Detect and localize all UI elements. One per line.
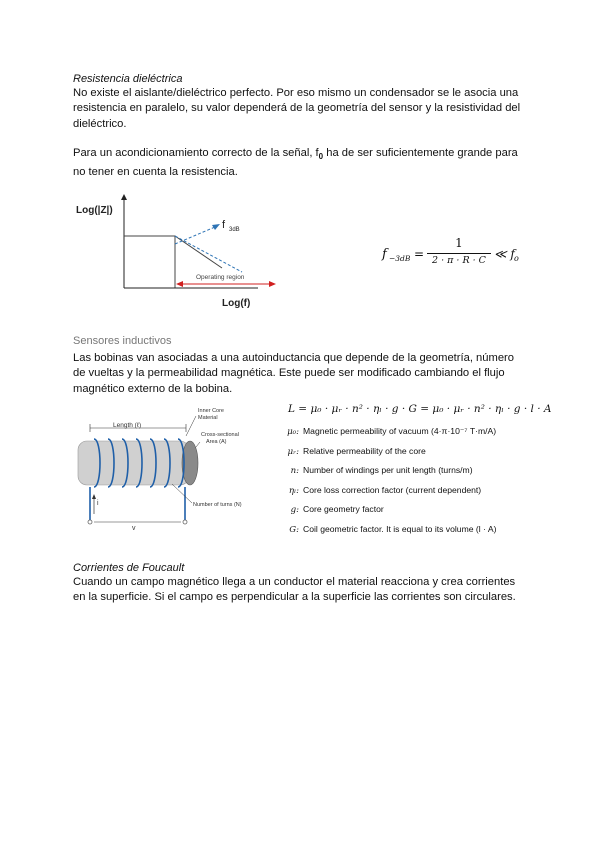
definition-text: Number of windings per unit length (turns/m) — [303, 465, 473, 475]
definition-text: Relative permeability of the core — [303, 445, 426, 456]
formula1-rhs: ≪ f — [494, 247, 515, 261]
definition-row — [285, 524, 535, 544]
definition-row — [285, 504, 535, 524]
para2-text-before: Para un acondicionamiento correcto de la señal, f — [73, 147, 319, 159]
bode-f-label: f — [222, 219, 226, 231]
bode-impedance-curve — [124, 236, 222, 268]
inductance-definitions — [285, 426, 535, 543]
paragraph-foucault: Cuando un campo magnético llega a un conductor el material reacciona y crea corrientes en la superficie. Si el campo es perpendicular a la superficie las corrientes son circulares. — [73, 576, 516, 604]
definition-symbol: g: — [290, 505, 299, 515]
bode-ylabel: Log(|Z|) — [76, 205, 113, 216]
coil-area-label-1: Cross-sectional — [201, 432, 239, 438]
coil-current-label: i — [97, 500, 99, 507]
formula1-lhs-sub: −3dB — [389, 254, 411, 263]
bode-region-arrowhead-left — [176, 281, 183, 287]
definition-text: Core geometry factor — [303, 504, 384, 514]
coil-turns-label: Number of turns (N) — [193, 502, 242, 508]
bode-region-arrowhead-right — [269, 281, 276, 287]
coil-current-arrowhead — [92, 494, 96, 499]
bode-diagram — [72, 192, 287, 314]
coil-core-body — [78, 441, 189, 485]
section-heading-dielectric: Resistencia dieléctrica — [73, 73, 183, 85]
bode-region-label: Operating region — [196, 274, 245, 281]
definition-symbol: G: — [289, 524, 299, 535]
paragraph-dielectric: No existe el aislante/dieléctrico perfecto. Por eso mismo un condensador se le asocia una resistencia en paralelo, su valor dependerá de la geometría del sensor y la resistividad del dieléctrico. — [73, 87, 521, 130]
para2-text-after: ha de ser suficientemente grande para no tener en cuenta la resistencia. — [73, 147, 518, 178]
bode-dash-arrow — [212, 224, 220, 230]
formula1-rhs-sub: o — [514, 254, 519, 263]
definition-text: Coil geometric factor. It is equal to its volume (l · A) — [303, 523, 497, 534]
definition-symbol: n: — [290, 466, 299, 476]
coil-core-label-2: Material — [198, 415, 218, 421]
bode-f-sub: 3dB — [229, 227, 240, 233]
coil-diagram — [72, 402, 267, 534]
bode-y-arrow — [121, 194, 127, 200]
coil-turns-pointer — [172, 484, 192, 503]
section-heading-inductive: Sensores inductivos — [73, 335, 172, 347]
paragraph-conditioning — [73, 146, 528, 180]
definition-row — [285, 465, 535, 485]
bode-xlabel: Log(f) — [222, 298, 251, 309]
definition-symbol: ηₗ: — [288, 485, 299, 496]
definition-text: Core loss correction factor (current dependent) — [303, 484, 482, 495]
section-heading-foucault: Corrientes de Foucault — [73, 562, 185, 574]
formula1-lhs: f — [382, 247, 387, 262]
inductance-equation: L = μ₀ · μᵣ · n² · ηₗ · g · G = μ₀ · μᵣ · n² · ηₗ · g · l · A — [288, 403, 552, 415]
definition-symbol: μᵣ: — [287, 446, 299, 457]
formula1-equals: = — [414, 247, 425, 261]
formula1-fraction-bar — [427, 253, 491, 254]
coil-terminal-right — [183, 520, 187, 524]
definition-row — [285, 426, 535, 446]
formula1-numerator: 1 — [455, 236, 463, 250]
coil-length-label: Length (ℓ) — [113, 422, 142, 429]
para2-subscript: 0 — [318, 152, 324, 162]
definition-row — [285, 446, 535, 466]
bode-dashed-capacitive — [175, 227, 215, 244]
formula-cutoff — [382, 236, 542, 272]
coil-voltage-label: v — [132, 525, 136, 532]
coil-core-pointer — [186, 416, 196, 436]
definition-row — [285, 485, 535, 505]
paragraph-inductive: Las bobinas van asociadas a una autoinductancia que depende de la geometría, número de vueltas y la permeabilidad magnética. Este puede ser modificado cambiando el flujo magnético externo de la bobina. — [73, 352, 514, 395]
coil-terminal-left — [88, 520, 92, 524]
bode-dashed-resistive — [175, 236, 242, 272]
definition-symbol: μ₀: — [287, 427, 299, 437]
formula1-denominator: 2 · π · R · C — [432, 255, 486, 266]
coil-area-label-2: Area (A) — [206, 439, 227, 445]
definition-text: Magnetic permeability of vacuum (4·π·10⁻⁷ T·m/A) — [303, 426, 497, 436]
coil-core-label-1: Inner Core — [198, 408, 224, 414]
